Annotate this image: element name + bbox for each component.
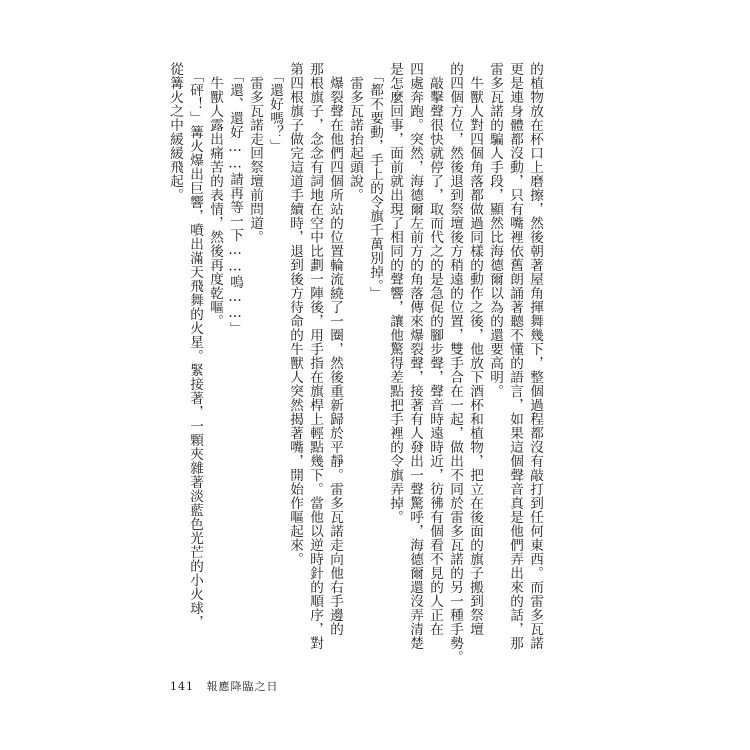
text-column: 的四個方位，然後退到祭壇後方稍遠的位置，雙手合在一起，做出不同於雷多瓦諾的另一種手勢。 xyxy=(447,62,463,664)
text-column: 四處奔跑。突然，海德爾左前方的角落傳來爆裂聲，接著有人發出一聲驚呼，海德爾還沒弄清楚 xyxy=(407,62,423,650)
text-column: 雷多瓦諾走回祭壇前問道。 xyxy=(247,62,263,244)
text-column: 第四根旗子做完這道手續時，退到後方待命的牛獸人突然揭著嘴，開始作嘔起來。 xyxy=(287,62,303,566)
text-column: 「還、還好……請再等一下……嗚……」 xyxy=(227,62,243,336)
text-column: 從篝火之中緩緩飛起。 xyxy=(167,62,183,202)
text-column: 「都不要動，手上的令旗千萬別掉。」 xyxy=(367,62,383,301)
text-column: 牛獸人露出痛苦的表情，然後再度乾嘔。 xyxy=(207,62,223,328)
text-column: 爆裂聲在他們四個所站的位置輪流繞了一圈，然後重新歸於平靜。雷多瓦諾走向他右手邊的 xyxy=(327,62,343,636)
text-column: 敲擊聲很快就停了，取而代之的是急促的腳步聲，聲音時遠時近，彷彿有個看不見的人正在 xyxy=(427,62,443,636)
page-number: 141 xyxy=(170,680,194,693)
text-column: 雷多瓦諾抬起頭說。 xyxy=(347,62,363,202)
text-column: 牛獸人對四個角落都做過同樣的動作之後，他放下酒杯和植物，把立在後面的旗子搬到祭壇 xyxy=(467,62,483,636)
running-title: 報應降臨之日 xyxy=(206,680,279,693)
text-column: 那根旗子，念念有詞地在空中比劃一陣後，用手指在旗桿上輕點幾下。當他以逆時針的順序，對 xyxy=(307,62,323,650)
text-column: 更是連身體都沒動，只有嘴裡依舊朗誦著聽不懂的語言，如果這個聲音真是他們弄出來的話，那 xyxy=(507,62,523,650)
text-column: 「砰！」篝火爆出巨響，噴出滿天飛舞的火星。緊接著，一顆夾雜著淡藍色光芒的小火球， xyxy=(187,62,203,630)
text-column: 「還好嗎？」 xyxy=(267,62,283,154)
vertical-text-block xyxy=(167,62,544,664)
page-footer xyxy=(170,678,279,694)
text-column: 是怎麼回事，面前就出現了相同的聲響，讓他驚得差點把手裡的令旗弄掉。 xyxy=(387,62,403,524)
text-column: 雷多瓦諾的騙人手段，顯然比海德爾以為的還要高明。 xyxy=(487,62,503,398)
text-column: 的植物放在杯口上磨擦，然後朝著屋角揮舞幾下，整個過程都沒有敲打到任何東西。而雷多瓦諾 xyxy=(527,62,543,650)
